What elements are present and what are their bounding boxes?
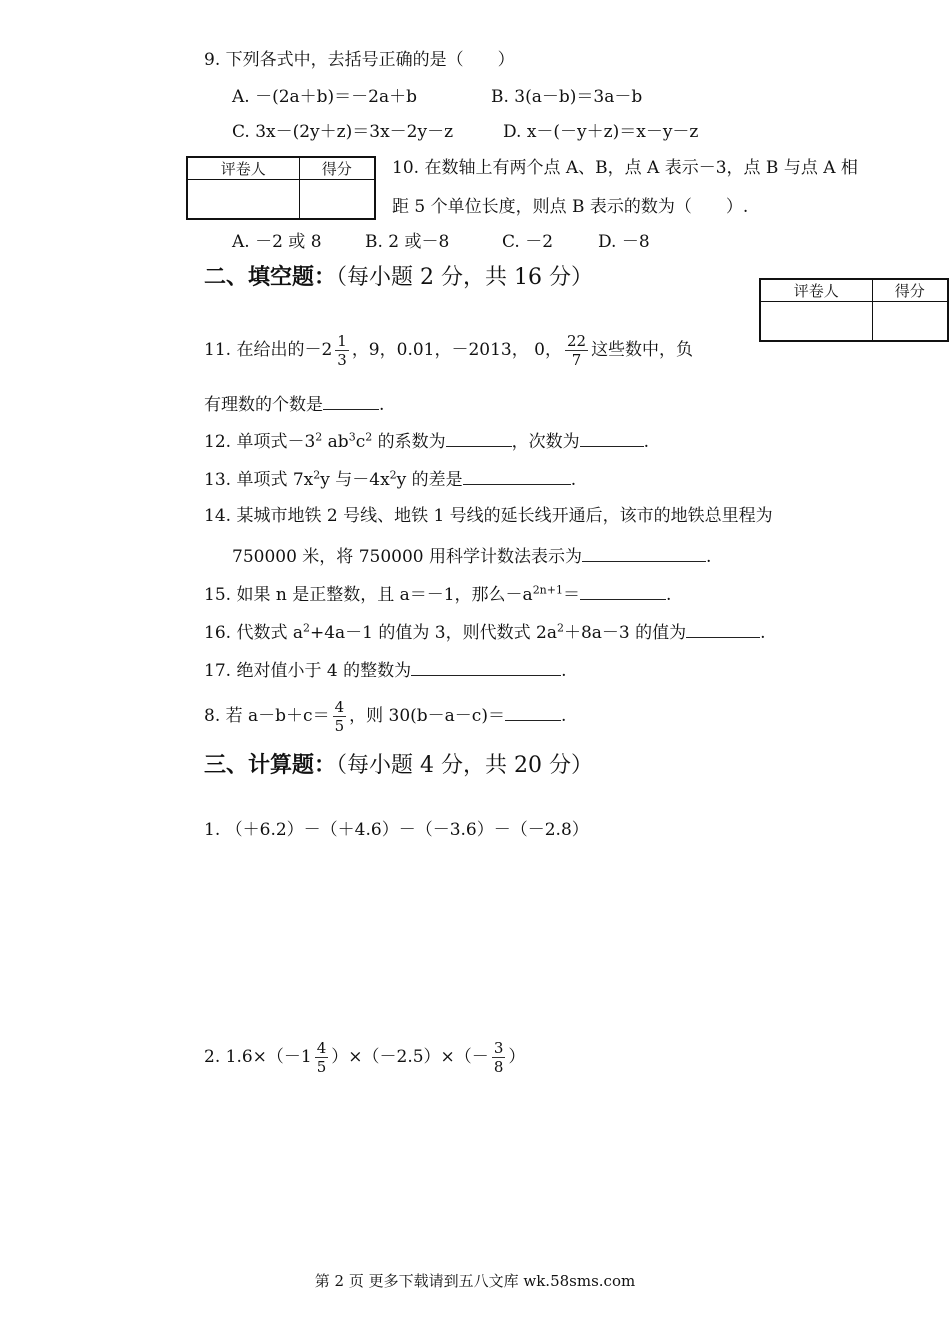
q11-line2: [204, 391, 384, 417]
score-table-score-cell: [872, 302, 948, 342]
score-table-score-cell: [299, 180, 375, 220]
section2-heading: [204, 262, 593, 293]
q12-end: .: [643, 432, 650, 452]
q11-post: 这些数中，负: [591, 340, 694, 360]
q16-mid1: +4a－1 的值为 3，则代数式 2a: [309, 623, 557, 643]
score-table-2: [759, 278, 949, 342]
q18-pre: 8. 若 a－b＋c＝: [204, 706, 330, 726]
q15-end: .: [666, 585, 672, 605]
q11-fraction: [565, 332, 588, 369]
q15-answer-blank[interactable]: [580, 581, 666, 600]
q18-num: 4: [334, 698, 345, 716]
q13-exp1: 2: [313, 468, 321, 482]
score-table-score-label: 得分: [299, 157, 375, 180]
q14-line1: 14. 某城市地铁 2 号线、地铁 1 号线的延长线开通后，该市的地铁总里程为: [204, 506, 773, 526]
q11-mixed-num: 1: [337, 332, 347, 350]
q18: [204, 695, 566, 737]
q18-den: 5: [334, 717, 345, 735]
q17-end: .: [561, 661, 567, 681]
q11-line2-text: 有理数的个数是: [204, 395, 323, 415]
q12-coefficient-blank[interactable]: [446, 428, 512, 447]
q12-degree-blank[interactable]: [580, 428, 644, 447]
q12-exp1: 2: [315, 430, 323, 444]
calc-2: [204, 1034, 525, 1080]
q10-option-d: D. －8: [598, 232, 650, 252]
q13-end: .: [570, 470, 577, 490]
calc-2-num2: 3: [493, 1039, 504, 1057]
q16-exp1: 2: [302, 621, 310, 635]
q14-line2-text: 750000 米，将 750000 用科学计数法表示为: [232, 547, 583, 567]
q18-answer-blank[interactable]: [505, 702, 561, 721]
q11-frac-den: 7: [571, 351, 582, 369]
q12-exp3: 2: [365, 430, 373, 444]
q11-mixed-den: 3: [337, 351, 347, 369]
score-table-1: [186, 156, 376, 220]
q18-end: .: [560, 706, 567, 726]
calc-2-den2: 8: [493, 1058, 504, 1076]
q15-exp: 2n+1: [532, 583, 563, 597]
calc-2-den1: 5: [316, 1058, 327, 1076]
calc-2-post: ）: [508, 1047, 526, 1067]
q9-stem: 9. 下列各式中，去括号正确的是（ ）: [204, 50, 515, 70]
q15-eq: ＝: [563, 585, 580, 605]
q17-answer-blank[interactable]: [411, 657, 561, 676]
q12: [204, 428, 649, 454]
score-table-reviewer-label: 评卷人: [187, 157, 299, 180]
q16: [204, 619, 766, 645]
score-table-reviewer-label: 评卷人: [760, 279, 872, 302]
q16-pre: 16. 代数式 a: [204, 623, 303, 643]
q15-pre: 15. 如果 n 是正整数，且 a＝－1，那么－a: [204, 585, 533, 605]
q18-fraction: [333, 698, 347, 735]
q12-ab: ab: [322, 432, 349, 452]
calc-2-fraction-2: [492, 1039, 506, 1076]
q14-answer-blank[interactable]: [582, 543, 706, 562]
section2-note: （每小题 2 分，共 16 分）: [336, 265, 593, 290]
q17-text: 17. 绝对值小于 4 的整数为: [204, 661, 412, 681]
score-table-reviewer-cell: [760, 302, 872, 342]
q10-option-b: B. 2 或－8: [365, 232, 450, 252]
q13-y2: y 的差是: [396, 470, 463, 490]
q13-answer-blank[interactable]: [463, 466, 571, 485]
q9-option-b: B. 3(a－b)＝3a－b: [491, 87, 643, 107]
calc-2-pre: 2. 1.6×（－1: [204, 1047, 312, 1067]
q16-mid2: ＋8a－3 的值为: [563, 623, 687, 643]
q12-pre: 12. 单项式－3: [204, 432, 316, 452]
q11-mixed-fraction: [335, 332, 349, 369]
q13-y1: y 与－4x: [320, 470, 390, 490]
score-table-score-label: 得分: [872, 279, 948, 302]
q16-exp2: 2: [556, 621, 564, 635]
q13: [204, 466, 576, 492]
q11-frac-num: 22: [566, 332, 587, 350]
q11-pre: 11. 在给出的－2: [204, 340, 333, 360]
q12-c: c: [355, 432, 366, 452]
q13-pre: 13. 单项式 7x: [204, 470, 314, 490]
q12-mid2: ，次数为: [511, 432, 580, 452]
calc-1: 1. （＋6.2）－（＋4.6）－（－3.6）－（－2.8）: [204, 820, 589, 840]
q9-option-a: A. －(2a＋b)＝－2a＋b: [232, 87, 418, 107]
calc-2-fraction-1: [315, 1039, 329, 1076]
q13-exp2: 2: [389, 468, 397, 482]
q11-mid: ，9，0.01，－2013， 0，: [351, 340, 562, 360]
page-footer: 第 2 页 更多下载请到五八文库 wk.58sms.com: [314, 1272, 636, 1290]
q12-exp2: 3: [348, 430, 356, 444]
section2-title: 二、填空题：: [204, 264, 337, 290]
q17: [204, 657, 566, 683]
q10-line1: 10. 在数轴上有两个点 A、B，点 A 表示－3，点 B 与点 A 相: [392, 158, 858, 178]
q12-mid: 的系数为: [372, 432, 446, 452]
section3-heading: [204, 750, 593, 781]
q11-line1: [204, 330, 693, 370]
q16-answer-blank[interactable]: [686, 619, 760, 638]
q16-end: .: [760, 623, 766, 643]
q15: [204, 581, 671, 607]
q14-line2: [232, 543, 711, 569]
q11-answer-blank[interactable]: [323, 391, 379, 410]
q10-option-a: A. －2 或 8: [232, 232, 322, 252]
q9-option-d: D. x－(－y＋z)＝x－y－z: [503, 122, 699, 142]
q11-end: .: [379, 395, 385, 415]
score-table-reviewer-cell: [187, 180, 299, 220]
section3-title: 三、计算题：: [204, 752, 337, 778]
q14-end: .: [706, 547, 712, 567]
q18-post: ，则 30(b－a－c)＝: [349, 706, 505, 726]
q10-option-c: C. －2: [502, 232, 554, 252]
section3-note: （每小题 4 分，共 20 分）: [336, 753, 593, 778]
calc-2-mid: ）×（－2.5）×（－: [331, 1047, 489, 1067]
calc-2-num1: 4: [316, 1039, 327, 1057]
q10-line2: 距 5 个单位长度，则点 B 表示的数为（ ）.: [392, 197, 749, 217]
q9-option-c: C. 3x－(2y＋z)＝3x－2y－z: [232, 122, 454, 142]
